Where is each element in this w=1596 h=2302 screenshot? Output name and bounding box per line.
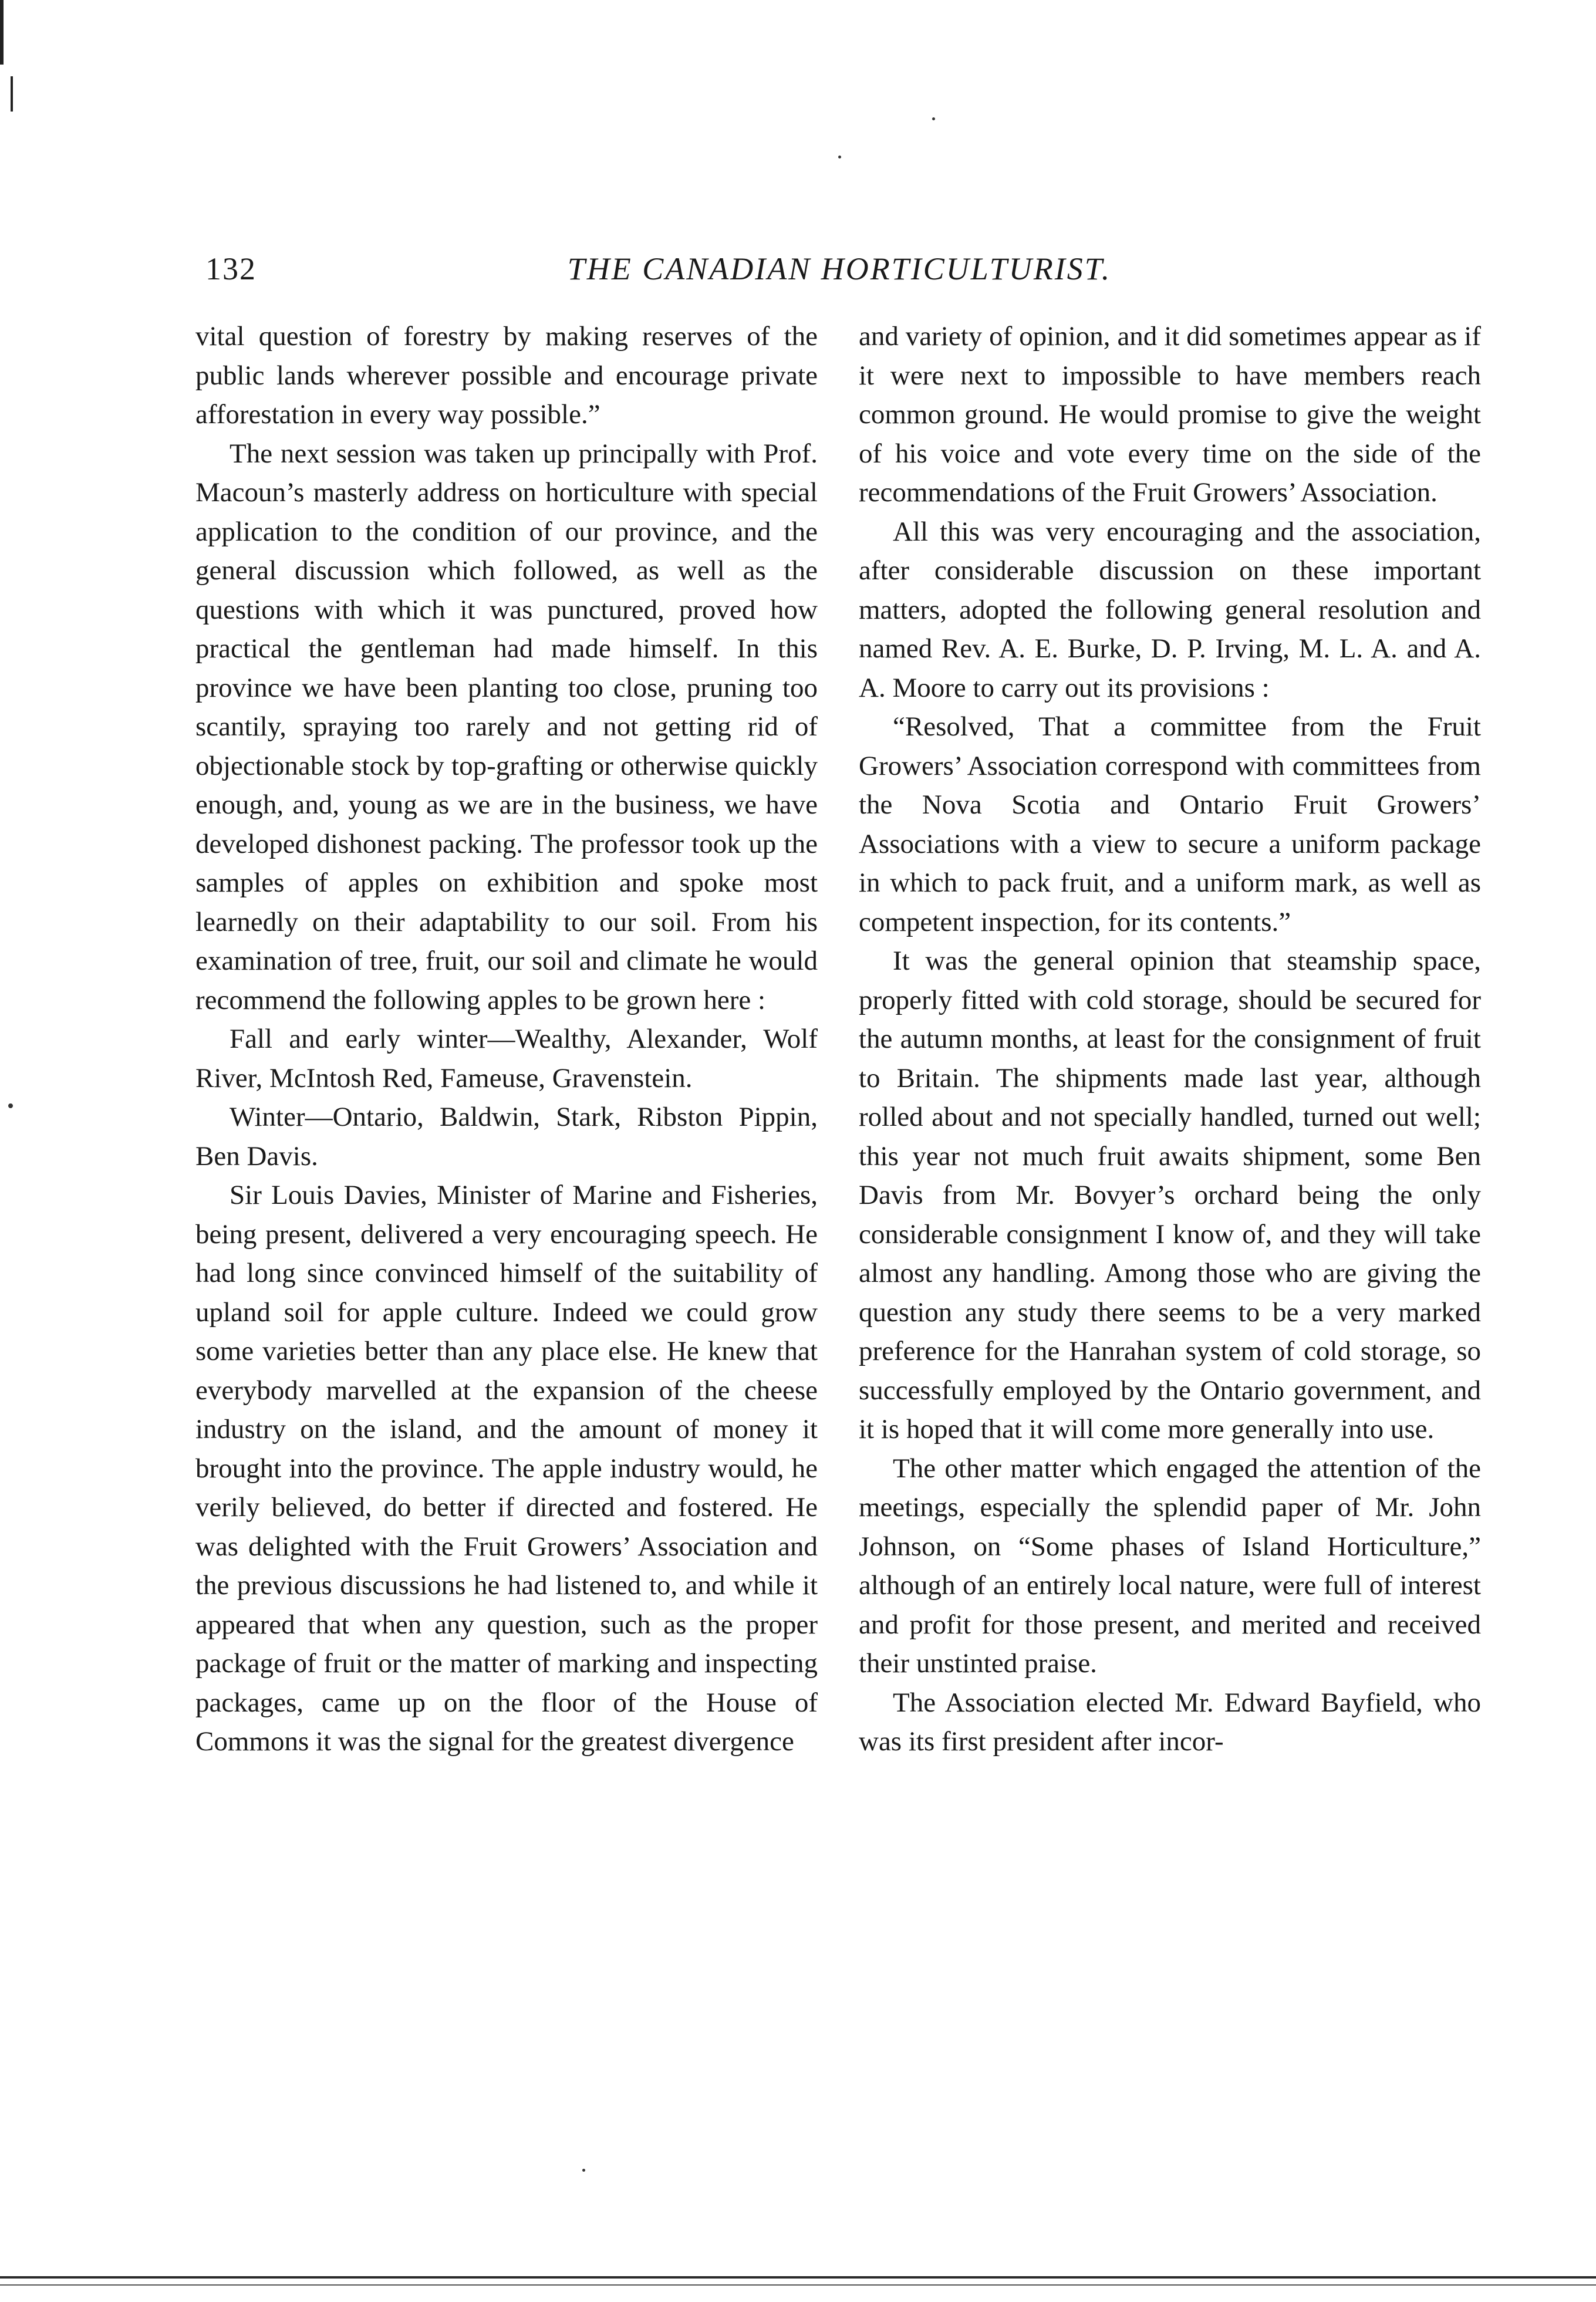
paragraph: All this was very encouraging and the association, after considerable discussion on these important matters, adopted the following general resolution and named Rev. A. E. Burke, D. P. Irving, M. L. A. and A. A. Moore to carry out its provisions :: [859, 516, 1481, 703]
paragraph: Sir Louis Davies, Minister of Marine and Fisheries, being present, delivered a very encouraging speech. He had long since convinced himself of the suitability of upland soil for apple culture. Indeed we could grow some varieties better than any place else. He knew that everybody marvelled at the expansion of the cheese industry on the island, and the amount of money it brought into the province. The apple industry would, he verily believed, do better if directed and fostered. He was delighted with the Fruit Growers’ Association and the previous discussions he had listened to, and while it appeared that when any question, such as the proper package of fruit or the matter of marking and inspecting packages, came up on the floor of the House of Commons it was the signal for the greatest divergence: [195, 1180, 818, 1757]
paragraph: and variety of opinion, and it did sometimes appear as if it were next to impossible to have members reach common ground. He would promise to give the weight of his voice and vote every time on the side of the recommendations of the Fruit Growers’ Association.: [859, 321, 1481, 508]
paragraph: The next session was taken up principally with Prof. Macoun’s masterly address on horticulture with special application to the condition of our province, and the general discussion which followed, as well as the questions with which it was punctured, proved how practical the gentleman had made himself. In this province we have been planting too close, pruning too scantily, spraying too rarely and not getting rid of objectionable stock by top-grafting or otherwise quickly enough, and, young as we are in the business, we have developed dishonest packing. The professor took up the samples of apples on exhibition and spoke most learnedly on their adaptability to our soil. From his examination of tree, fruit, our soil and climate he would recommend the following apples to be grown here :: [195, 438, 818, 1015]
binding-edge-mark: [0, 0, 4, 65]
page-header: [200, 245, 1479, 292]
paragraph: The other matter which engaged the attention of the meetings, especially the splendid paper of Mr. John Johnson, on “Some phases of Island Horticulture,” although of an entirely local nature, were full of interest and profit for those present, and merited and received their unstinted praise.: [859, 1453, 1481, 1679]
binding-edge-mark: [11, 76, 13, 112]
page-number: 132: [205, 251, 257, 286]
paragraph: vital question of forestry by making reserves of the public lands wherever possible and encourage private afforestation in every way possible.”: [195, 321, 818, 430]
paragraph: Fall and early winter—Wealthy, Alexander, Wolf River, McIntosh Red, Fameuse, Gravenstein.: [195, 1024, 818, 1093]
scan-speck: [8, 1103, 13, 1108]
right-column: [859, 317, 1481, 1761]
paragraph: The Association elected Mr. Edward Bayfield, who was its first president after incor-: [859, 1687, 1481, 1757]
paragraph: It was the general opinion that steamship space, properly fitted with cold storage, should be secured for the autumn months, at least for the consignment of fruit to Britain. The shipments made last year, although rolled about and not specially handled, turned out well; this year not much fruit awaits shipment, some Ben Davis from Mr. Bovyer’s orchard being the only considerable consignment I know of, and they will take almost any handling. Among those who are giving the question any study there seems to be a very marked preference for the Hanrahan system of cold storage, so successfully employed by the Ontario government, and it is hoped that it will come more generally into use.: [859, 946, 1481, 1444]
left-column: [195, 317, 818, 1761]
running-title: THE CANADIAN HORTICULTURIST.: [567, 251, 1112, 286]
scan-speck: [932, 117, 935, 120]
scan-speck: [838, 156, 841, 158]
paragraph: Winter—Ontario, Baldwin, Stark, Ribston Pippin, Ben Davis.: [195, 1102, 818, 1172]
resolution-paragraph: “Resolved, That a committee from the Fruit Growers’ Association correspond with committees from the Nova Scotia and Ontario Fruit Growers’ Associations with a view to secure a uniform package in which to pack fruit, and a uniform mark, as well as competent inspection, for its contents.”: [859, 711, 1481, 937]
bottom-rule: [0, 2276, 1596, 2286]
scan-speck: [582, 2169, 585, 2172]
